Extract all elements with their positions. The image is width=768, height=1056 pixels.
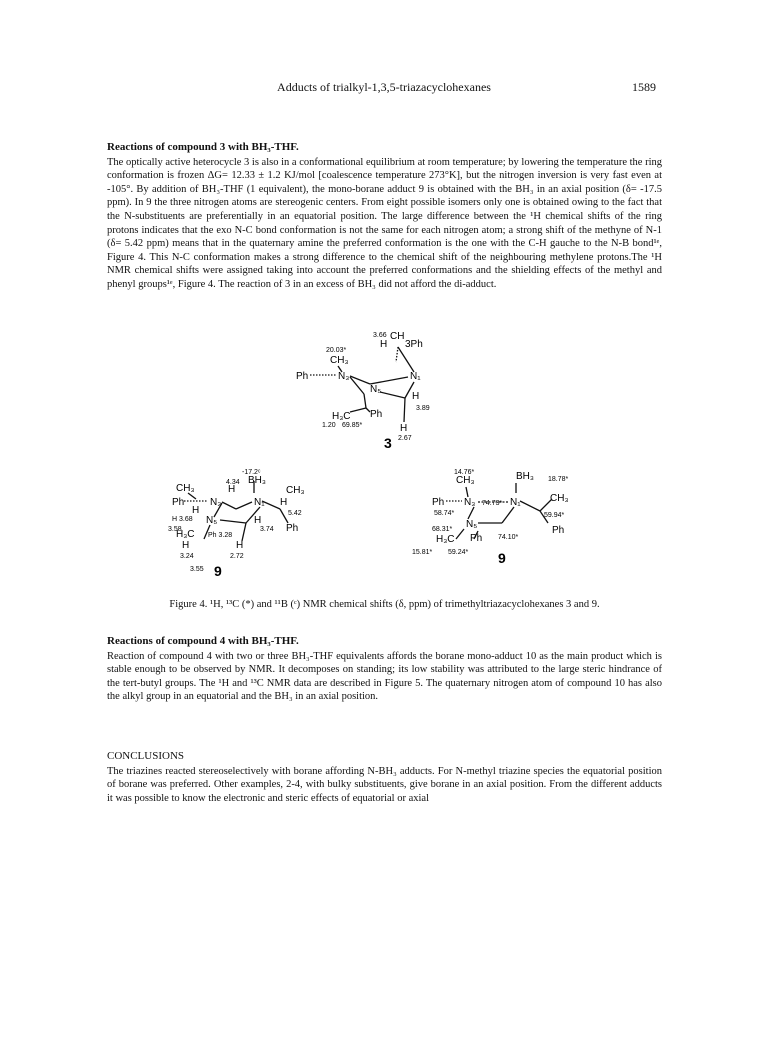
section-conclusions xyxy=(107,750,662,805)
methyl-label: H₃C xyxy=(332,411,351,422)
phenyl-label: Ph xyxy=(296,371,309,382)
nitrogen-label: N₃ xyxy=(338,371,350,382)
shift-label: 3.74 xyxy=(260,526,274,533)
phenyl-label: Ph xyxy=(370,409,383,420)
nitrogen-label: N₅ xyxy=(206,515,218,526)
h-label: H xyxy=(228,484,236,495)
shift-label: 3.66 xyxy=(373,332,387,339)
shift-label: 5.42 xyxy=(288,510,302,517)
h-label: H xyxy=(380,339,388,350)
phenyl-label: Ph xyxy=(470,533,483,544)
ch-label: CH xyxy=(390,331,405,342)
nitrogen-label: N₁ xyxy=(410,371,421,382)
section-reactions-compound-4 xyxy=(107,635,662,704)
section-heading: Reactions of compound 3 with BH₃-THF. xyxy=(107,141,299,153)
shift-label: 3.55 xyxy=(190,566,204,573)
methyl-label: CH₃ xyxy=(550,493,569,504)
shift-label: 68.31* xyxy=(432,526,453,533)
phenyl-label: Ph xyxy=(286,523,299,534)
paragraph: The optically active heterocycle 3 is also in a conformational equilibrium at room temperature; by lowering the temperature the ring conformation is frozen ΔG= 12.33 ± 1.2 KJ/mol [coalescence temperature 273°K], but the nitrogen inversion is very fast even at -105°. By addition of BH₃-THF (1 equivalent), the mono-borane adduct 9 is obtained with the BH₃ in an axial position (δ= -17.5 ppm). In 9 the three nitrogen atoms are stereogenic centers. From eight possible isomers only one is obtained owing to the fact that the N-substituents are preferentially in an equatorial position. The large difference between the ¹H chemical shifts of the ring protons indicates that the exo N-C bond conformation is not the same for each nitrogen atom; a strong shift of the methyne of N-1 (δ= 5.42 ppm) means that in the quaternary amine the preferred conformation is the one with the C-H gauche to the N-B bond¹ᵉ, Figure 4. This N-C conformation makes a strong difference to the chemical shift of the neighbouring methylene protons.The ¹H NMR chemical shifts were assigned taking into account the preferred conformations and the shielding effects of the methyl and phenyl groups¹ᵉ, Figure 4. The reaction of 3 in an excess of BH₃ did not afford the di-adduct. xyxy=(107,156,662,290)
h-label: H xyxy=(236,540,244,551)
nitrogen-label: N₅ xyxy=(370,384,382,395)
phenyl-label: Ph xyxy=(552,525,565,536)
shift-label: H 3.68 xyxy=(172,516,193,523)
shift-label: 4.34 xyxy=(226,479,240,486)
borane-label: BH₃ xyxy=(248,475,266,486)
paragraph: The triazines reacted stereoselectively with borane affording N-BH₃ adducts. For N-methyl triazine species the equatorial position of borane was preferred. Other examples, 2-4, with bulky substituents, give borane in an axial position. From the different adducts it was possible to know the electronic and steric effects of equatorial or axial xyxy=(107,765,662,804)
nitrogen-label: N₅ xyxy=(466,519,478,530)
h-label: H xyxy=(280,497,288,508)
shift-label: 58.74* xyxy=(434,510,455,517)
compound-number: 3 xyxy=(384,435,392,451)
shift-label: 2.67 xyxy=(398,435,412,442)
shift-label: 69.85* xyxy=(342,422,363,429)
methyl-label: CH₃ xyxy=(330,355,349,366)
shift-label: 3.89 xyxy=(416,405,430,412)
shift-label: 15.81* xyxy=(412,549,433,556)
h-label: H xyxy=(412,391,420,402)
shift-label: 20.03* xyxy=(326,347,347,354)
h-label: H xyxy=(192,505,200,516)
shift-label: 59.24* xyxy=(448,549,469,556)
structure-compound-9-carbon xyxy=(412,465,587,585)
shift-label: 18.78* xyxy=(548,476,569,483)
shift-label: 59.94* xyxy=(544,512,565,519)
shift-label: 74.10* xyxy=(498,534,519,541)
methyl-label: CH₃ xyxy=(456,475,475,486)
page-number: 1589 xyxy=(632,80,656,94)
structure-compound-3 xyxy=(270,322,470,452)
methyl-label: H₃C xyxy=(176,529,195,540)
shift-label: 1.20 xyxy=(322,422,336,429)
phenyl-label: Ph xyxy=(172,497,185,508)
nitrogen-label: N₁ xyxy=(510,497,521,508)
phenyl-label: Ph xyxy=(432,497,445,508)
ring-bonds xyxy=(446,483,552,539)
methyl-label: CH₃ xyxy=(176,483,195,494)
running-header: Adducts of trialkyl-1,3,5-triazacyclohexanes xyxy=(277,80,491,94)
section-reactions-compound-3 xyxy=(107,141,662,292)
paragraph: Reaction of compound 4 with two or three BH₃-THF equivalents affords the borane mono-adduct 10 as the main product which is stable enough to be observed by NMR. It decomposes on standing; its low stability was attributed to the large steric hindrance of the tert-butyl groups. The ¹H and ¹³C NMR data are described in Figure 5. The quaternary nitrogen atom of compound 10 has also the alkyl group in an equatorial and the BH₃ in an axial position. xyxy=(107,650,662,703)
methyl-label: H₃C xyxy=(436,534,455,545)
shift-label: Ph 3.28 xyxy=(208,532,233,539)
structure-compound-9-proton xyxy=(170,465,360,585)
section-heading: CONCLUSIONS xyxy=(107,750,185,762)
figure-caption: Figure 4. ¹H, ¹³C (*) and ¹¹B (ᶜ) NMR chemical shifts (δ, ppm) of trimethyltriazacyclohexanes 3 and 9. xyxy=(169,599,600,610)
shift-label: 3.24 xyxy=(180,553,194,560)
h-label: H xyxy=(400,423,408,434)
compound-number: 9 xyxy=(214,563,222,579)
nitrogen-label: N₁ xyxy=(254,497,265,508)
methyl-label: CH₃ xyxy=(286,485,305,496)
nitrogen-label: N₃ xyxy=(464,497,476,508)
shift-label: 3.58 xyxy=(168,526,182,533)
shift-label: 74.73* xyxy=(482,500,503,507)
section-heading: Reactions of compound 4 with BH₃-THF. xyxy=(107,635,299,647)
ring-bonds xyxy=(310,347,414,422)
h-label: H xyxy=(182,540,190,551)
shift-label: 2.72 xyxy=(230,553,244,560)
nitrogen-label: N₃ xyxy=(210,497,222,508)
shift-label: -17.2ᶜ xyxy=(242,469,261,476)
phenyl-label: 3Ph xyxy=(405,339,423,350)
h-label: H xyxy=(254,515,262,526)
borane-label: BH₃ xyxy=(516,471,534,482)
shift-label: 14.76* xyxy=(454,469,475,476)
compound-number: 9 xyxy=(498,550,506,566)
